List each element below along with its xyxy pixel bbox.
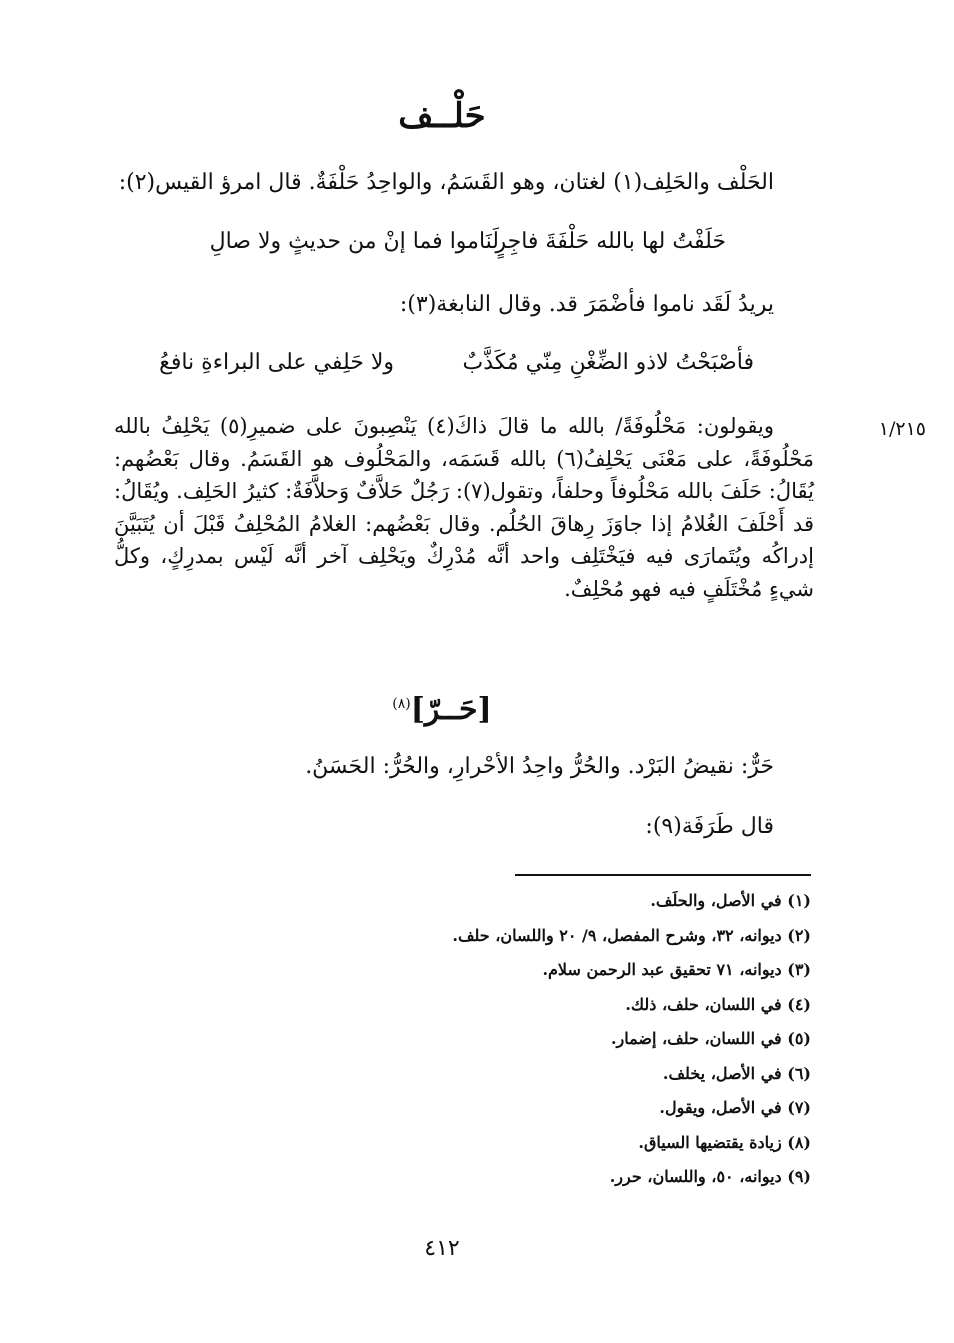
verse-2-first-hemistich: فأصْبَحْتُ لاذو الضِّغْنِ مِنّي مُكَذَّبٌ [462, 350, 754, 375]
footnote-5: (٥) في اللسان، حلف، إضمار. [610, 1029, 811, 1048]
entry-heading-harr-text: [حَــرّ] [410, 692, 492, 727]
footnote-1: (١) في الأصل، والحلَف. [650, 891, 811, 910]
entry-paragraph: ويقولون: مَحْلُوفَةً/ بالله ما قالَ ذاكَ(٤) يَنْصِبونَ على ضميرِ(٥) يَحْلِفُ بالله مَحْلُوفَةً، على مَعْنَى يَحْلِفُ(٦) بالله قَسَمَه، والمَحْلُوف هو القَسَمُ. وقال بَعْضُهم: يُقَالُ: حَلَفَ بالله مَحْلُوفاً وحلفاً، وتقول(٧): رَجُلٌ حَلاَّفٌ وَحلاَّفَةٌ: كثيرُ الحَلِف. ويُقَالُ: قد أَحْلَفَ الغُلامُ إذا جاوَزَ رِهاقَ الحُلُم. وقال بَعْضُهم: الغلامُ المُحْلِفُ قَبْلَ أن يُتَبَيَّنَ إدراكُه ويُتَمارَى فيه فيَخْتَلِف واحد أنَّه مُدْرِكٌ ويَحْلِف آخر أنَّه لَيْس بمدرِكٍ، وكلُّ شيءٍ مُخْتَلَفٍ فيه فهو مُحْلِفٌ. [114, 414, 814, 601]
footnotes-list [111, 884, 811, 1195]
entry-heading-halaf: حَلْــف [398, 96, 486, 136]
footnote-2: (٢) ديوانه، ٣٢، وشرح المفصل، ٩/ ٢٠ واللسان، حلف. [452, 925, 811, 945]
footnote-8: (٨) زيادة يقتضيها السياق. [638, 1132, 811, 1152]
verse-1-second-hemistich: لَنَاموا فما إنْ من حديثٍ ولا صالِ [209, 229, 499, 254]
footnote-3: (٣) ديوانه، ٧١ تحقيق عبد الرحمن سلام. [542, 960, 811, 979]
verse-1-first-hemistich: حَلَفْتُ لها بالله حَلْفَةَ فاجِرٍ [495, 229, 726, 254]
footnote-6: (٦) في الأصل، يخلف. [662, 1063, 811, 1083]
footnote-divider [515, 874, 811, 876]
entry-intro-line: الحَلْف والحَلِف(١) لغتان، وهو القَسَمُ، والواحِدُ حَلْفَةٌ. قال امرؤ القيس(٢): [118, 170, 774, 195]
page-number: ٤١٢ [424, 1236, 460, 1261]
entry2-definition-line: حَرٌّ: نقيضُ البَرْد. والحُرُّ واحِدُ الأحْرارِ، والحُرُّ: الحَسَنُ. [305, 754, 774, 779]
heading-footnote-marker: (٨) [392, 696, 411, 712]
entry-heading-harr [0, 692, 884, 727]
footnote-9: (٩) ديوانه، ٥٠، واللسان، حرر. [609, 1167, 811, 1186]
entry2-quote-intro: قال طَرَفَة(٩): [645, 814, 774, 839]
footnote-4: (٤) في اللسان، حلف، ذلك. [625, 994, 811, 1014]
explanation-line: يريدُ لَقَد ناموا فأضْمَرَ قد. وقال النابغة(٣): [399, 292, 774, 317]
margin-reference: ١/٢١٥ [878, 418, 926, 440]
footnote-7: (٧) في الأصل، ويقول. [659, 1098, 811, 1117]
verse-2-second-hemistich: ولا حَلِفي على البراءةِ نافعُ [159, 350, 394, 375]
